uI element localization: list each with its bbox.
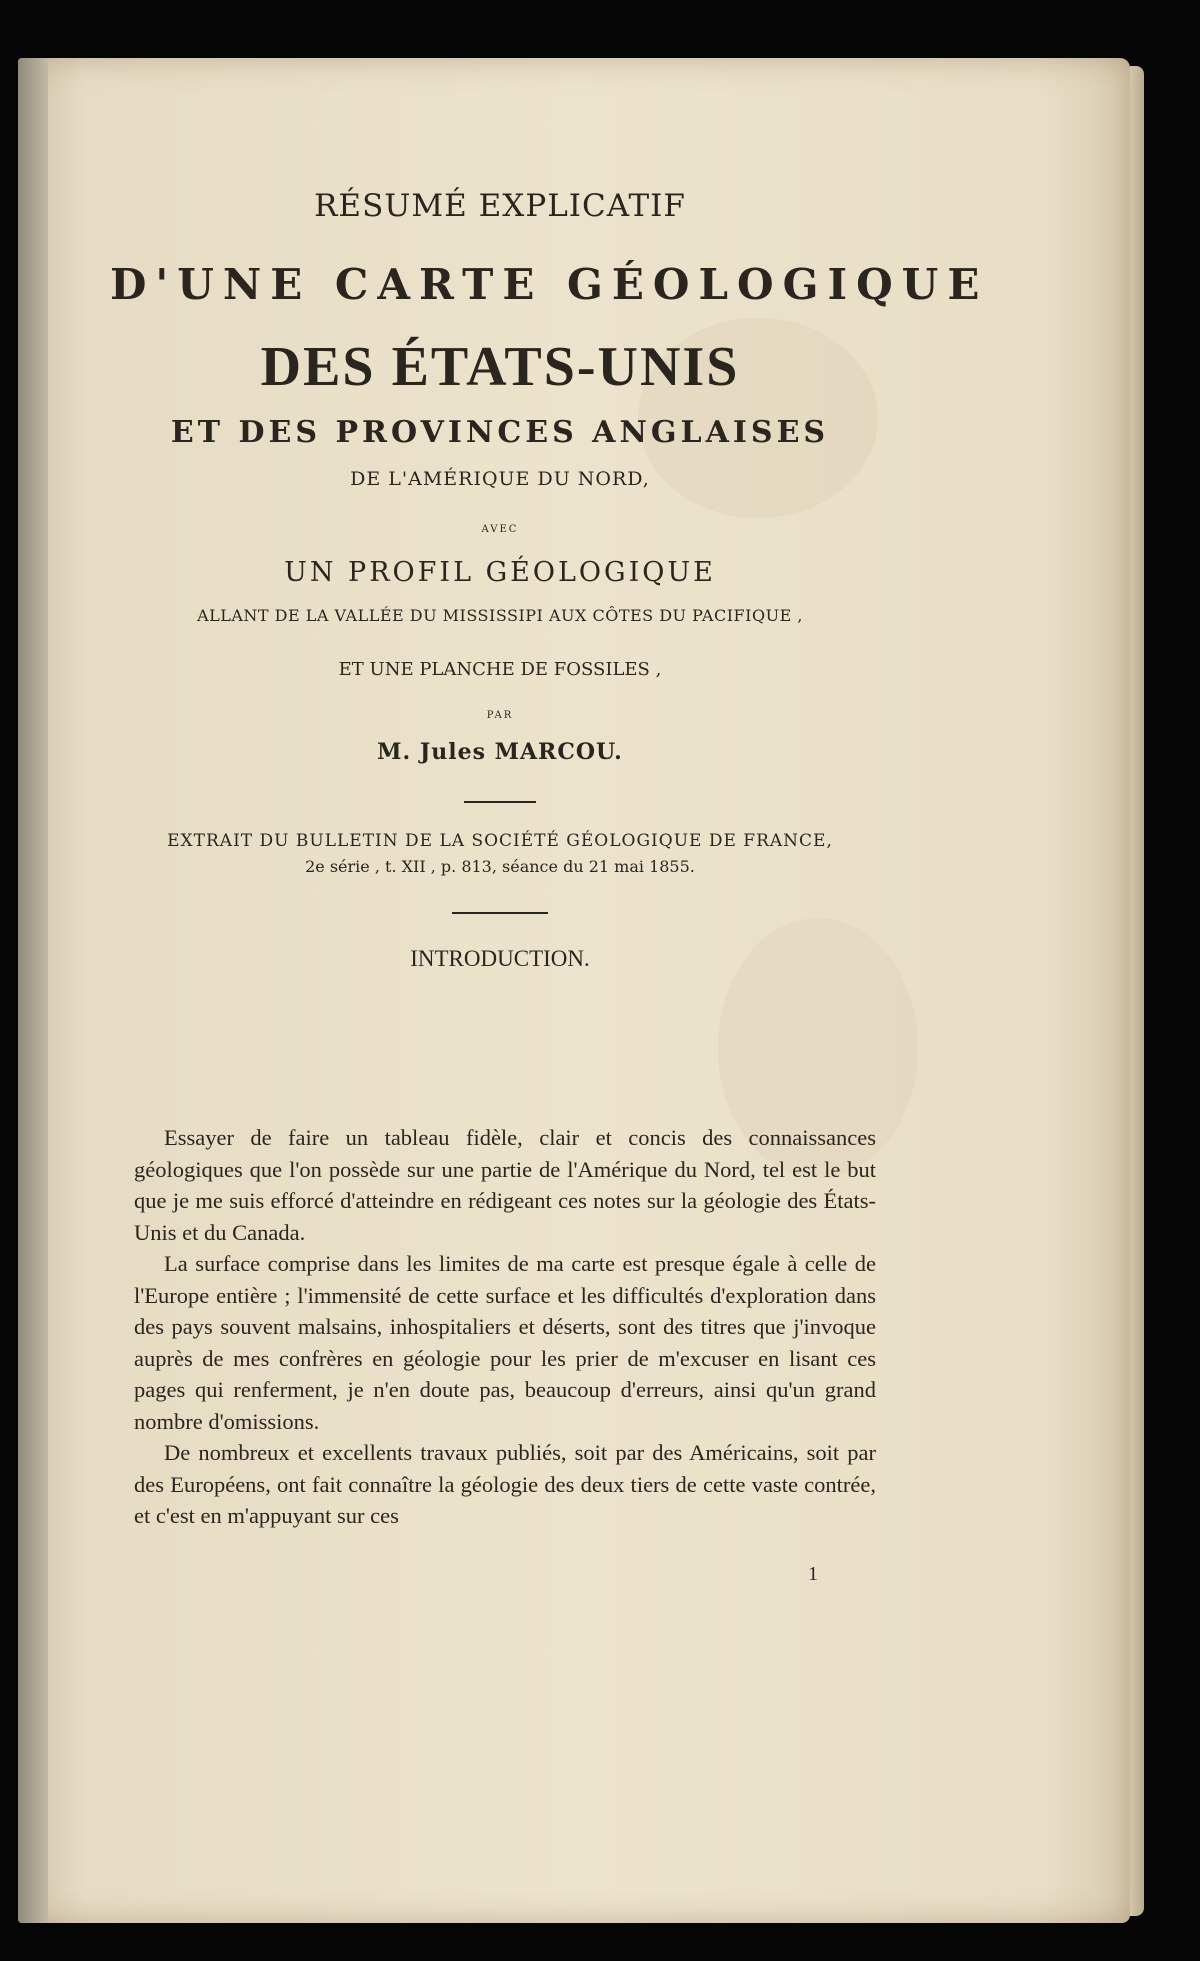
title-profil: UN PROFIL GÉOLOGIQUE: [284, 557, 716, 588]
page-number: 1: [808, 1563, 818, 1585]
page-edge: [1130, 66, 1144, 1916]
title-amerique: DE L'AMÉRIQUE DU NORD,: [350, 468, 650, 490]
paragraph: La surface comprise dans les limites de ma carte est presque égale à celle de l'Europe entière ; l'immensité de cette surface et les difficultés d'exploration dans des pays souvent malsains, inhospitaliers et déserts, sont des titres que j'invoque auprès de mes confrères en géologie pour les prier de m'excuser en lisant ces pages qui renferment, je n'en doute pas, beaucoup d'erreurs, ainsi qu'un grand nombre d'omissions.: [134, 1251, 876, 1434]
divider-rule: [464, 801, 536, 803]
author-name: M. Jules MARCOU.: [377, 739, 623, 765]
section-heading: INTRODUCTION.: [410, 946, 590, 971]
title-block: [110, 120, 989, 972]
title-resume: RÉSUMÉ EXPLICATIF: [314, 188, 686, 224]
title-avec: AVEC: [481, 524, 519, 535]
title-carte: D'UNE CARTE GÉOLOGIQUE: [110, 260, 989, 309]
paragraph: De nombreux et excellents travaux publiés, soit par des Américains, soit par des Européens, ont fait connaître la géologie des deux tiers de cette vaste contrée, et c'est en m'appuyant sur ces: [134, 1440, 876, 1528]
body-text: [134, 1122, 876, 1532]
title-provinces: ET DES PROVINCES ANGLAISES: [170, 415, 830, 450]
page-binding: [18, 58, 48, 1923]
title-vallee: ALLANT DE LA VALLÉE DU MISSISSIPI AUX CÔTES DU PACIFIQUE ,: [197, 606, 803, 625]
title-par: PAR: [486, 710, 514, 721]
title-etats-unis: DES ÉTATS-UNIS: [260, 336, 740, 398]
title-planche: ET UNE PLANCHE DE FOSSILES ,: [338, 659, 662, 680]
divider-rule: [452, 912, 548, 914]
paragraph: Essayer de faire un tableau fidèle, clair et concis des connaissances géologiques que l'on possède sur une partie de l'Amérique du Nord, tel est le but que je me suis efforcé d'atteindre en rédigeant ces notes sur la géologie des États-Unis et du Canada.: [134, 1125, 876, 1245]
extrait-line: EXTRAIT DU BULLETIN DE LA SOCIÉTÉ GÉOLOGIQUE DE FRANCE,: [167, 831, 833, 851]
extrait-serie: 2e série , t. XII , p. 813, séance du 21 mai 1855.: [305, 857, 695, 876]
